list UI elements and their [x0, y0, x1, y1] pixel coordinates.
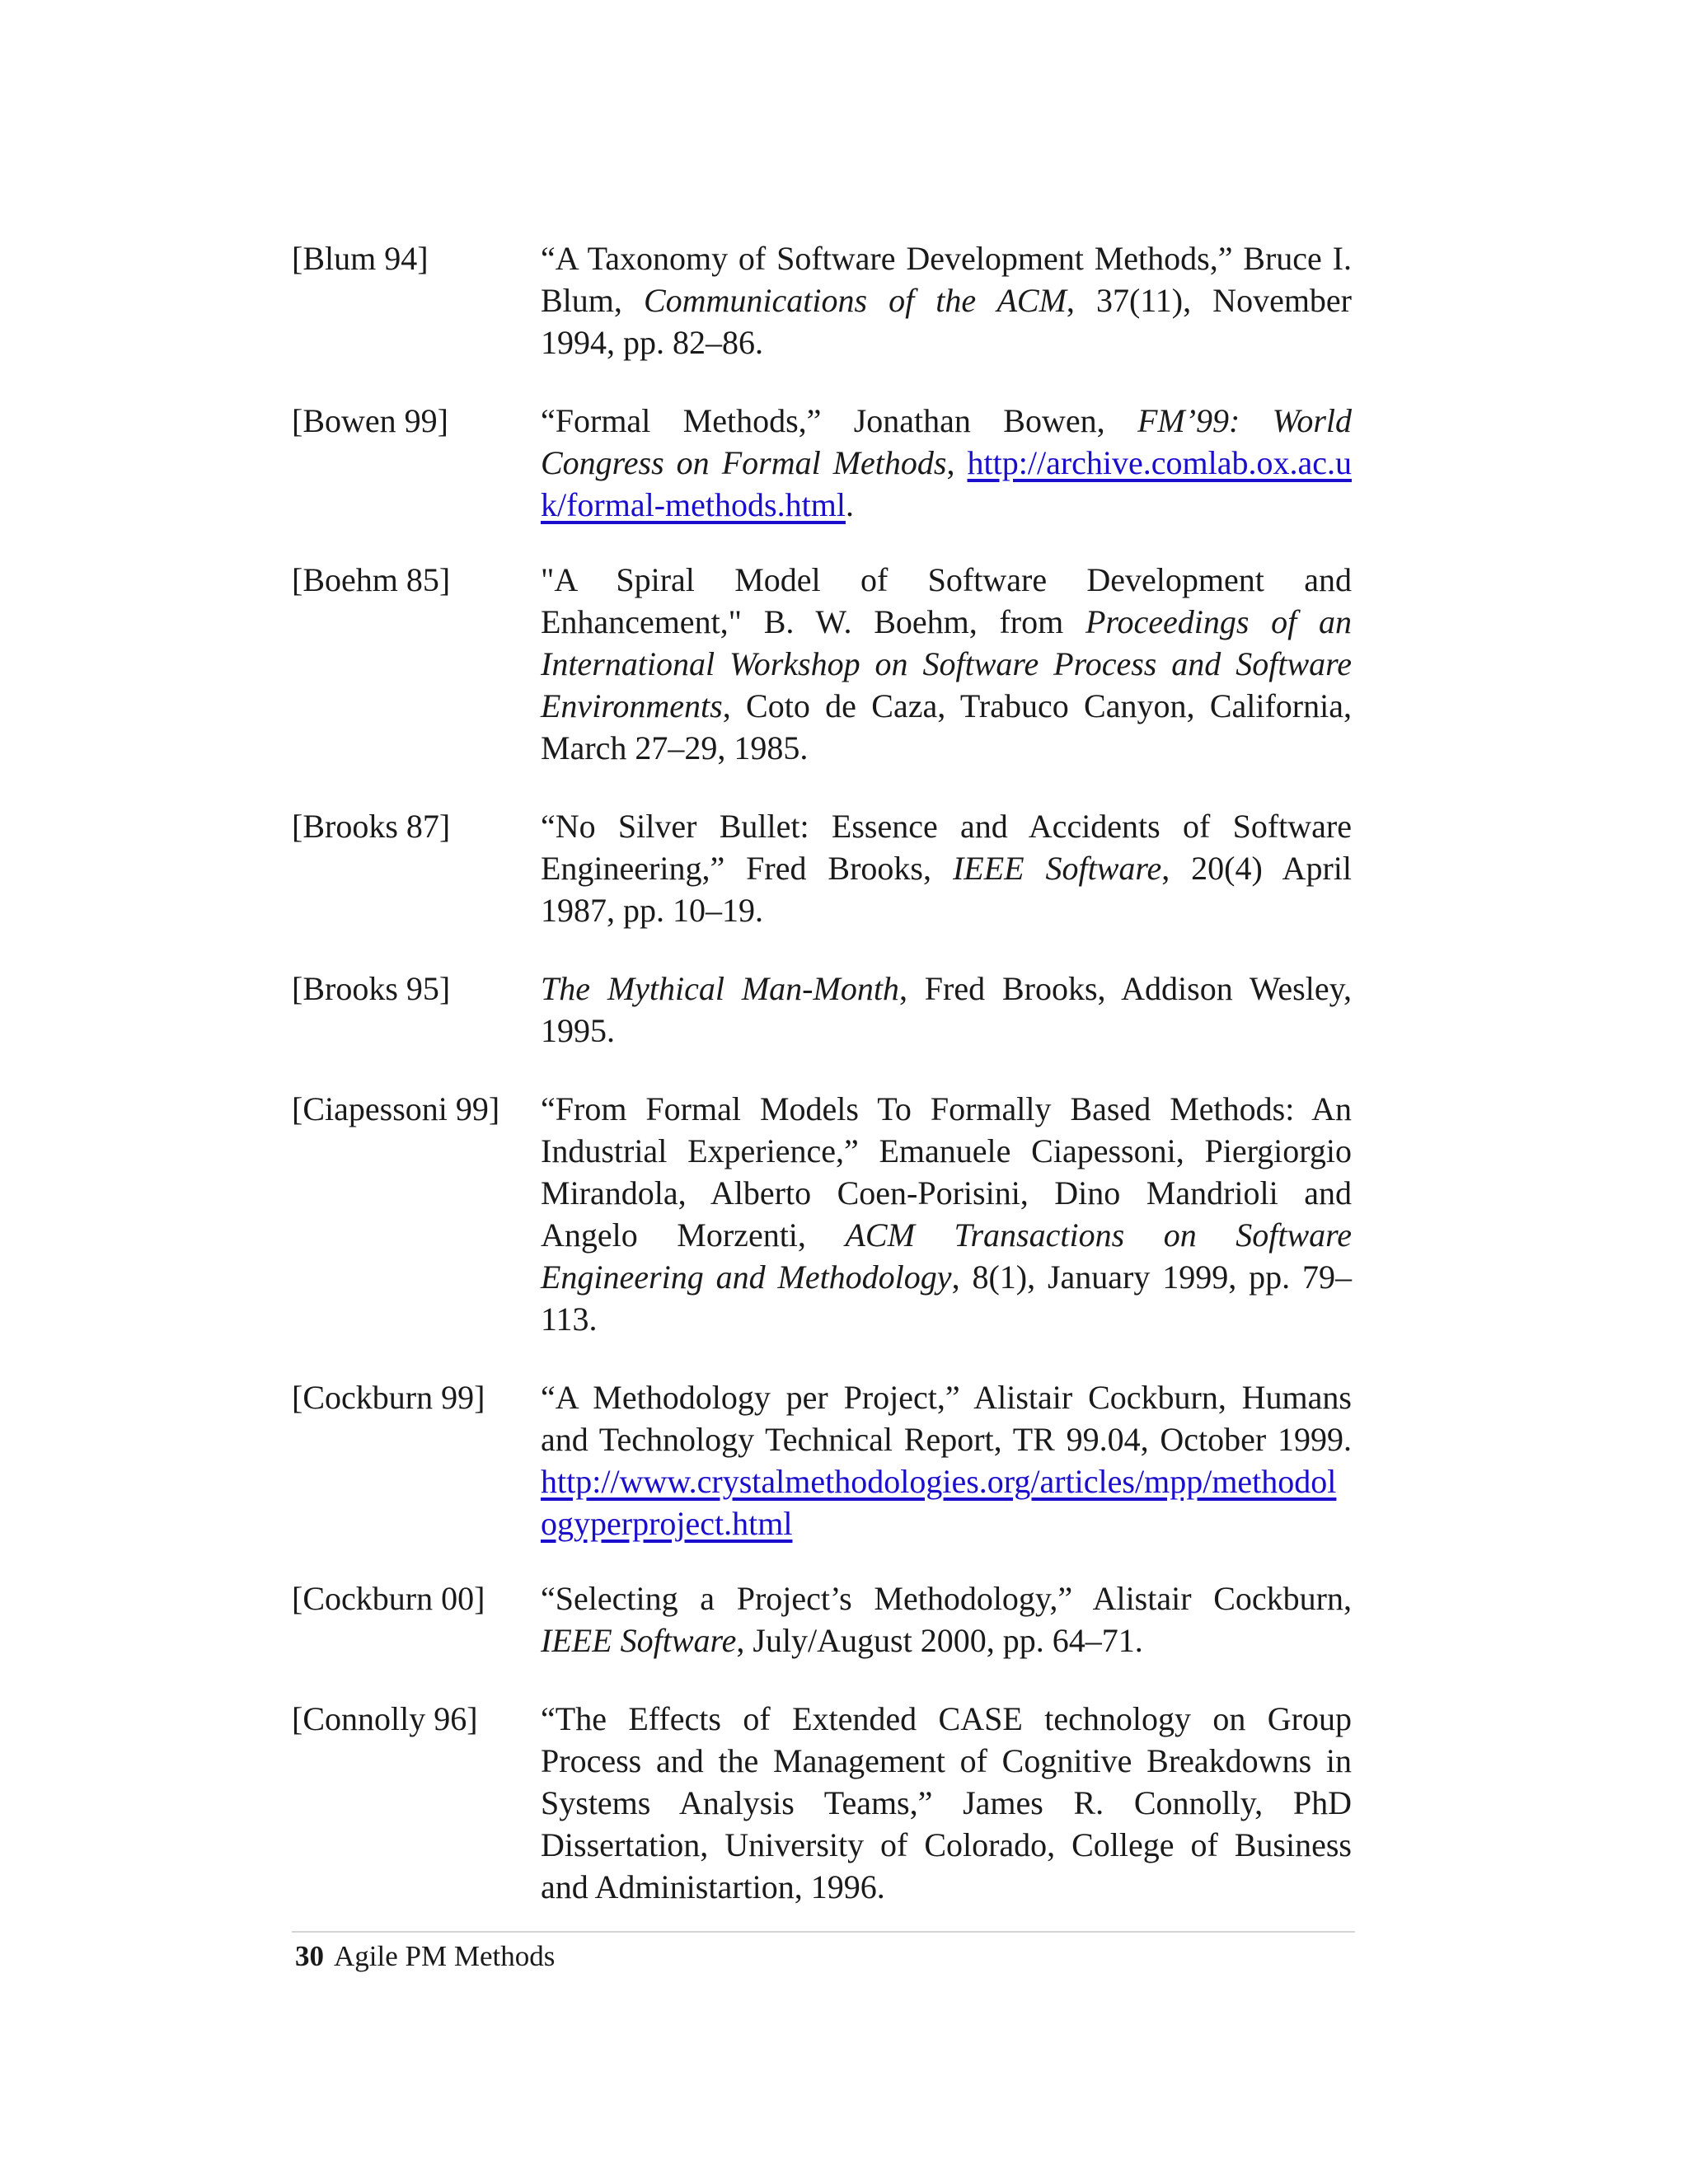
reference-citation [541, 400, 1352, 526]
reference-text: “From Formal Models To Formally Based Methods: An Industrial Experience,” Emanuele Ciapessoni, Piergiorgio Mirandola, Alberto Coen-Porisini, Dino Mandrioli and Angelo Morzenti, [541, 1090, 1352, 1254]
reference-citation [541, 968, 1352, 1052]
reference-citation [541, 559, 1352, 769]
reference-key: [Brooks 87] [292, 808, 451, 845]
reference-entry [292, 1577, 1352, 1661]
reference-text: “The Effects of Extended CASE technology on Group Process and the Management of Cognitive Breakdowns in Systems Analysis Teams,” James R. Connolly, PhD Dissertation, University of Colorado, College of Business and Administartion, 1996. [541, 1700, 1352, 1905]
reference-link[interactable]: http://www.crystalmethodologies.org/articles/mpp/methodologyperproject.html [541, 1463, 1337, 1542]
reference-italic-title: IEEE Software [541, 1622, 737, 1659]
reference-entry [292, 968, 1352, 1052]
running-title: Agile PM Methods [334, 1940, 556, 1972]
reference-text: , 37(11), November 1994, pp. 82–86. [541, 282, 1353, 361]
reference-key: [Brooks 95] [292, 970, 451, 1007]
reference-entry [292, 559, 1352, 769]
reference-citation [541, 1577, 1352, 1661]
reference-text: , Fred Brooks, Addison Wesley, 1995. [541, 970, 1352, 1049]
reference-text: , [946, 444, 968, 481]
reference-text: , 20(4) April 1987, pp. 10–19. [541, 850, 1352, 929]
page-footer [295, 1938, 555, 1975]
reference-citation [541, 805, 1352, 931]
reference-entry [292, 805, 1352, 931]
reference-text: . [845, 486, 854, 523]
reference-entry [292, 1376, 1352, 1544]
reference-italic-title: IEEE Software [952, 850, 1162, 887]
reference-text: “A Methodology per Project,” Alistair Cockburn, Humans and Technology Technical Report, TR 99.04, October 1999. [541, 1379, 1352, 1458]
reference-text: , Coto de Caza, Trabuco Canyon, California, March 27–29, 1985. [541, 687, 1352, 766]
reference-citation [541, 1698, 1352, 1908]
reference-key: [Blum 94] [292, 240, 429, 277]
reference-key: [Connolly 96] [292, 1700, 478, 1737]
reference-text: "A Spiral Model of Software Development and Enhancement," B. W. Boehm, from [541, 561, 1352, 640]
reference-citation [541, 1376, 1352, 1544]
reference-key: [Bowen 99] [292, 402, 448, 439]
reference-text: , 8(1), January 1999, pp. 79–113. [541, 1258, 1352, 1338]
reference-text: “Formal Methods,” Jonathan Bowen, [541, 402, 1137, 439]
reference-entry [292, 1088, 1352, 1340]
reference-key: [Boehm 85] [292, 561, 451, 598]
footer-divider [292, 1931, 1355, 1933]
page-number: 30 [295, 1940, 324, 1972]
reference-text: “No Silver Bullet: Essence and Accidents of Software Engineering,” Fred Brooks, [541, 808, 1352, 887]
reference-italic-title: Communications of the ACM [643, 282, 1067, 319]
reference-italic-title: The Mythical Man-Month [541, 970, 899, 1007]
reference-italic-title: ACM Transactions on Software Engineering and Methodology [541, 1216, 1352, 1296]
reference-entry [292, 237, 1352, 363]
reference-text: “Selecting a Project’s Methodology,” Alistair Cockburn, [541, 1580, 1352, 1617]
reference-text: , July/August 2000, pp. 64–71. [736, 1622, 1143, 1659]
reference-entry [292, 400, 1352, 526]
reference-italic-title: Proceedings of an International Workshop on Software Process and Software Environments [541, 603, 1353, 724]
reference-text: “A Taxonomy of Software Development Methods,” Bruce I. Blum, [541, 240, 1352, 319]
reference-key: [Cockburn 00] [292, 1580, 485, 1617]
reference-key: [Ciapessoni 99] [292, 1090, 500, 1127]
reference-entry [292, 1698, 1352, 1908]
reference-key: [Cockburn 99] [292, 1379, 485, 1416]
reference-citation [541, 1088, 1352, 1340]
reference-citation [541, 237, 1352, 363]
reference-italic-title: FM’99: World Congress on Formal Methods [541, 402, 1353, 481]
reference-list [292, 237, 1352, 1944]
reference-link[interactable]: http://archive.comlab.ox.ac.uk/formal-methods.html [541, 444, 1353, 523]
